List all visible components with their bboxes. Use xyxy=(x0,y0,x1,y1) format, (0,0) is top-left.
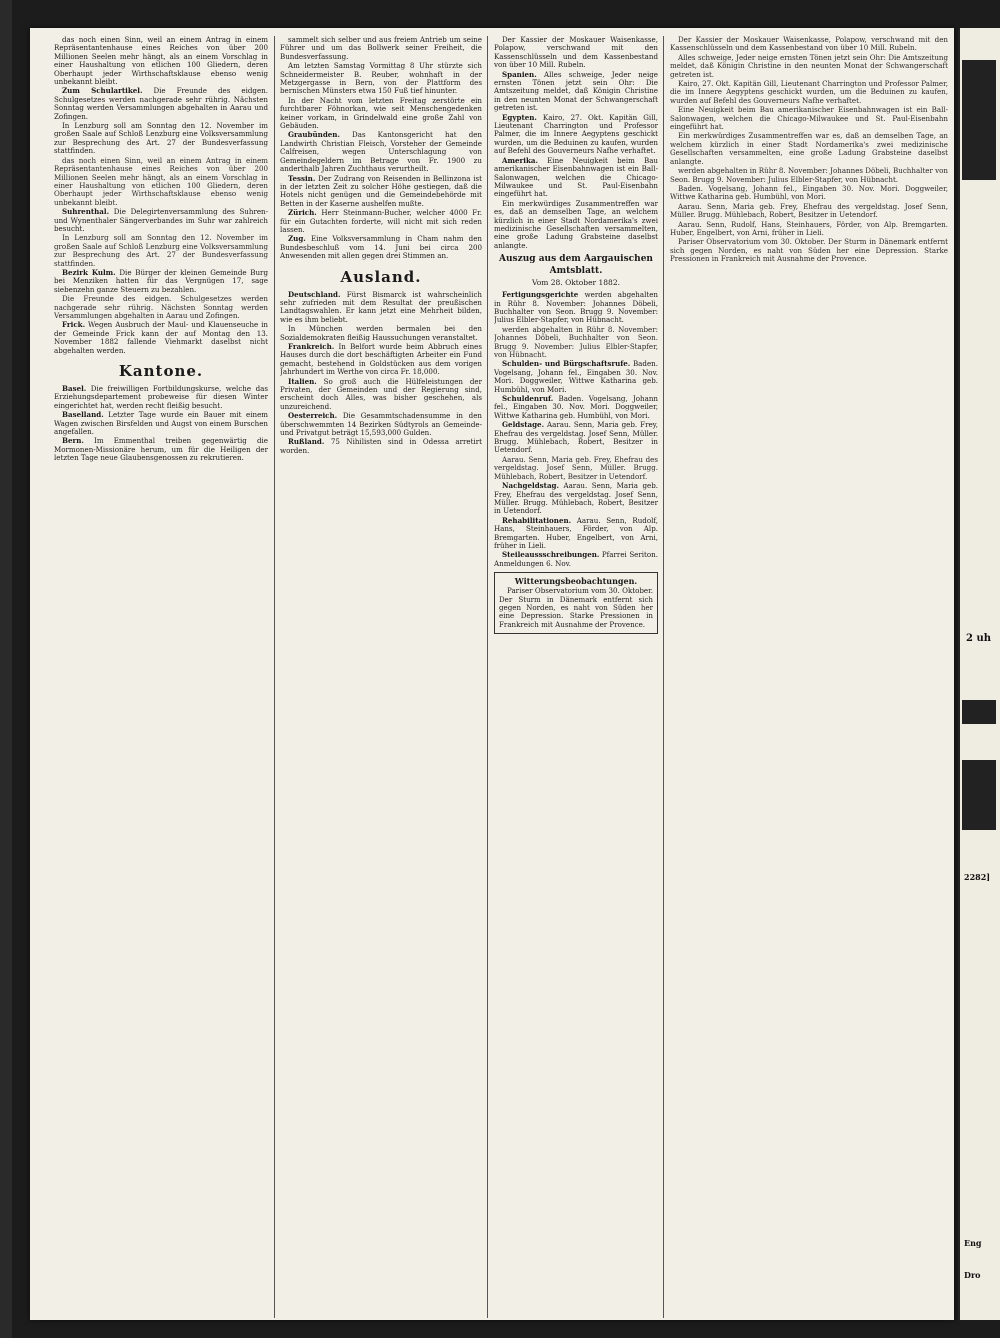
article-heading: Bern. xyxy=(62,436,84,446)
article-text: Bern. Im Emmenthal treiben gegenwärtig die Mormonen-Missionäre herum, um für die Heiligen der letzten Tage neue Glaubensgenossen zu rekrutieren. xyxy=(54,436,268,463)
article-heading: Zum Schulartikel. xyxy=(62,86,143,96)
article-heading: Rußland. xyxy=(288,437,325,447)
side-fragment: Dro xyxy=(964,1270,981,1280)
article-text: Zum Schulartikel. Die Freunde des eidgen. Schulgesetzes werden nachgerade sehr rührig. Nächsten Sonntag werden Versammlungen abgehalten in Aarau und Zofingen. xyxy=(54,86,268,121)
article-text: Italien. So groß auch die Hülfeleistungen der Privaten, der Gemeinden und der Regierung sind, erscheint doch Alles, was bisher geschehen, als unzureichend. xyxy=(280,376,482,411)
article-text: Bezirk Kulm. Die Bürger der kleinen Gemeinde Burg bei Menziken hatten für das Vergnügen 17, sage siebenzehn ganze Steuern zu bezahlen. xyxy=(54,267,268,294)
column-rule xyxy=(487,36,488,1318)
article-heading: Graubünden. xyxy=(288,130,340,140)
ornament-block xyxy=(962,60,996,180)
article-heading: Suhrenthal. xyxy=(62,207,110,217)
column-2 xyxy=(280,36,482,1322)
notice-text: Aarau. Senn, Maria geb. Frey, Ehefrau des vergeldstag. Josef Senn, Müller. Brugg. Mühlebach, Robert, Besitzer in Uetendorf. xyxy=(670,201,948,220)
weather-text: Pariser Observatorium vom 30. Oktober. Der Sturm in Dänemark entfernt sich gegen Norden, es naht von Süden her eine Depression. Starke Pressionen in Frankreich mit Ausnahme der Provence. xyxy=(499,586,653,629)
notice-text: Rehabilitationen. Aarau. Senn, Rudolf, Hans, Steinhauers, Förder, von Alp. Bremgarten. Huber, Engelbert, von Arni, früher in Lieli. xyxy=(494,515,658,550)
notice-heading: Schuldenruf. xyxy=(502,394,554,404)
column-1 xyxy=(54,36,268,1322)
notice-text: werden abgehalten in Rühr 8. November: Johannes Döbeli, Buchhalter von Seon. Brugg 9. November: Julius Elbler-Stapfer, von Hübnacht. xyxy=(670,166,948,184)
article-heading: Frick. xyxy=(62,320,86,330)
side-fragment: 2282] xyxy=(964,872,991,882)
article-heading: Tessin. xyxy=(288,173,316,183)
article-text: Zürich. Herr Steinmann-Bucher, welcher 4000 Fr. für ein Gutachten forderte, will nicht mit sich reden lassen. xyxy=(280,208,482,234)
notice-heading: Steileaussschreibungen. xyxy=(502,550,600,560)
section-heading: Kantone. xyxy=(118,362,204,381)
article-text: Tessin. Der Zudrang von Reisenden in Bellinzona ist in der letzten Zeit zu solcher Höhe gestiegen, daß die Hotels nicht genügen und die Gemeindebehörde mit Betten in der Kaserne aushelfen mußte. xyxy=(280,173,482,208)
article-heading: Amerika. xyxy=(502,155,538,165)
notice-text: Der Kassier der Moskauer Waisenkasse, Polapow, verschwand mit den Kassenschlüsseln und dem Kassenbestand von über 10 Mill. Rubeln. xyxy=(670,36,948,53)
notice-text: Eine Neuigkeit beim Bau amerikanischer Eisenbahnwagen ist ein Ball-Salonwagen, welchen die Chicago-Milwaukee und St. Paul-Eisenbahn eingeführt hat. xyxy=(670,105,948,132)
article-text: In Lenzburg soll am Sonntag den 12. November im großen Saale auf Schloß Lenzburg eine Volksversammlung zur Besprechung des Art. 27 der Bundesverfassung stattfinden. xyxy=(54,233,268,268)
article-heading: Oesterreich. xyxy=(288,411,338,421)
article-heading: Frankreich. xyxy=(288,342,335,351)
ornament-block xyxy=(962,700,996,724)
notice-text: Steileaussschreibungen. Pfarrei Seriton. Anmeldungen 6. Nov. xyxy=(494,550,658,568)
ornament-block xyxy=(962,760,996,830)
notice-text: Alles schweige, Jeder neige ernsten Tönen jetzt sein Ohr: Die Amtszeitung meldet, daß Königin Christine in den neunten Monat der Schwangerschaft getreten ist. xyxy=(670,52,948,79)
notice-text: Fertigungsgerichte werden abgehalten in Rühr 8. November: Johannes Döbeli, Buchhalter von Seon. Brugg 9. November: Julius Elbler-Stapfer, von Hübnacht. xyxy=(494,290,658,325)
column-4 xyxy=(670,36,948,1322)
column-3 xyxy=(494,36,658,1322)
section-heading: Ausland. xyxy=(340,267,422,286)
article-text: In der Nacht vom letzten Freitag zerstörte ein furchtbarer Föhnorkan, wie seit Menschengedenken keiner vorkam, in Grindelwald eine große Zahl von Gebäuden. xyxy=(280,95,482,131)
notice-text: Aarau. Senn, Rudolf, Hans, Steinhauers, Förder, von Alp. Bremgarten. Huber, Engelbert, von Arni, früher in Lieli. xyxy=(670,219,948,237)
notice-text: werden abgehalten in Rühr 8. November: Johannes Döbeli, Buchhalter von Seon. Brugg 9. November: Julius Elbler-Stapfer, von Hübnacht. xyxy=(494,324,658,359)
column-rule xyxy=(663,36,664,1318)
article-text: Frankreich. In Belfort wurde beim Abbruch eines Hauses durch die dort beschäftigten Arbeiter ein Fund gemacht, bestehend in Goldstücken aus dem vorigen Jahrhundert im Werthe von circa Fr. 18,000. xyxy=(280,342,482,377)
article-text: In München werden bermalen bei den Sozialdemokraten fleißig Haussuchungen veranstaltet. xyxy=(280,324,482,342)
notice-text: Geldstage. Aarau. Senn, Maria geb. Frey, Ehefrau des vergeldstag. Josef Senn, Müller. Brugg. Mühlebach, Robert, Besitzer in Uetendorf. xyxy=(494,420,658,455)
notice-heading: Rehabilitationen. xyxy=(502,515,572,525)
article-text: Suhrenthal. Die Delegirtenversammlung des Suhren- und Wynenthaler Sängerverbandes im Suhr war zahlreich besucht. xyxy=(54,207,268,233)
weather-heading: Witterungsbeobachtungen. xyxy=(514,576,638,587)
column-rule xyxy=(274,36,275,1318)
article-text: Zug. Eine Volksversammlung in Cham nahm den Bundesbeschluß vom 14. Juni bei circa 200 Anwesenden mit allen gegen drei Stimmen an. xyxy=(280,234,482,261)
article-heading: Basel. xyxy=(62,384,87,394)
notice-text: Kairo, 27. Okt. Kapitän Gill, Lieutenant Charrington und Professor Palmer, die im Innere Aegyptens geschickt wurden, um die Beduinen zu kaufen, wurden auf Befehl des Gouverneurs Nafhe verhaftet. xyxy=(670,79,948,105)
article-text: Frick. Wegen Ausbruch der Maul- und Klauenseuche in der Gemeinde Frick kann der auf Montag den 13. November 1882 fallende Viehmarkt daselbst nicht abgehalten werden. xyxy=(54,320,268,355)
amtsblatt-heading: Auszug aus dem Aargauischen Amtsblatt. xyxy=(499,254,653,277)
article-text: In Lenzburg soll am Sonntag den 12. November im großen Saale auf Schloß Lenzburg eine Volksversammlung zur Besprechung des Art. 27 der Bundesverfassung stattfinden. xyxy=(54,121,268,156)
amtsblatt-date: Vom 28. Oktober 1882. xyxy=(532,278,620,288)
article-text: Amerika. Eine Neuigkeit beim Bau amerikanischer Eisenbahnwagen ist ein Ball-Salonwagen, welchen die Chicago-Milwaukee und St. Paul-Eisenbahn eingeführt hat. xyxy=(494,155,658,199)
article-text: das noch einen Sinn, weil an einem Antrag in einem Repräsentantenhause eines Reiches von über 200 Millionen Seelen mehr hängt, als an einem Vorschlag in einer Haushaltung von etlichen 100 Gliedern, deren Oberhaupt jeder Wirthschaftsklause ebenso wenig unbekannt bleibt. xyxy=(54,36,268,87)
notice-text: Ein merkwürdiges Zusammentreffen war es, daß an demselben Tage, an welchem kürzlich in einer Stadt Nordamerika's zwei medizinische Gesellschaften versammelten, eine große Ladung Grabsteine daselbst anlangte. xyxy=(670,131,948,166)
weather-box xyxy=(494,572,658,634)
binding-edge xyxy=(0,0,12,1338)
article-heading: Baselland. xyxy=(62,410,104,420)
article-heading: Italien. xyxy=(288,376,317,386)
notice-heading: Schulden- und Bürgschaftsrufe. xyxy=(502,359,631,369)
notice-heading: Nachgeldstag. xyxy=(502,481,559,491)
adjacent-page-strip xyxy=(958,28,1000,1320)
article-text: Basel. Die freiwilligen Fortbildungskurse, welche das Erziehungsdepartement probeweise für diesen Winter eingerichtet hat, werden recht fleißig besucht. xyxy=(54,384,268,410)
article-text: Spanien. Alles schweige, Jeder neige ernsten Tönen jetzt sein Ohr: Die Amtszeitung meldet, daß Königin Christine in den neunten Monat der Schwangerschaft getreten ist. xyxy=(494,69,658,113)
article-heading: Zürich. xyxy=(288,208,317,218)
article-heading: Zug. xyxy=(288,234,306,244)
article-text: Baselland. Letzter Tage wurde ein Bauer mit einem Wagen zwischen Birsfelden und Augst von einem Burschen angefallen. xyxy=(54,410,268,437)
notice-text: Baden. Vogelsang, Johann fel., Eingaben 30. Nov. Mori. Doggweiler, Wittwe Katharina geb. Humbühl, von Mori. xyxy=(670,183,948,202)
article-text: Der Kassier der Moskauer Waisenkasse, Polapow, verschwand mit den Kassenschlüsseln und dem Kassenbestand von über 10 Mill. Rubeln. xyxy=(494,36,658,70)
notice-text: Nachgeldstag. Aarau. Senn, Maria geb. Frey, Ehefrau des vergeldstag. Josef Senn, Müller. Brugg. Mühlebach, Robert, Besitzer in Uetendorf. xyxy=(494,481,658,516)
article-heading: Bezirk Kulm. xyxy=(62,267,116,277)
article-text: das noch einen Sinn, weil an einem Antrag in einem Repräsentantenhause eines Reiches von über 200 Millionen Seelen mehr hängt, als an einem Vorschlag in einer Haushaltung von etlichen 100 Gliedern, deren Oberhaupt jeder Wirthschaftsklause ebenso wenig unbekannt bleibt. xyxy=(54,155,268,207)
side-fragment: Eng xyxy=(964,1238,982,1248)
notice-text: Pariser Observatorium vom 30. Oktober. Der Sturm in Dänemark entfernt sich gegen Norden, es naht von Süden her eine Depression. Starke Pressionen in Frankreich mit Ausnahme der Provence. xyxy=(670,237,948,264)
article-text: Oesterreich. Die Gesammtschadensumme in den überschwemmten 14 Bezirken Südtyrols an Gemeinde- und Privatgut beträgt 15,593,000 Gulden. xyxy=(280,411,482,438)
article-text: Deutschland. Fürst Bismarck ist wahrscheinlich sehr zufrieden mit dem Resultat der preußischen Landtagswahlen. Er kann jetzt eine Mehrheit bilden, wie es ihm beliebt. xyxy=(280,289,482,324)
article-text: Egypten. Kairo, 27. Okt. Kapitän Gill, Lieutenant Charrington und Professor Palmer, die im Innere Aegyptens geschickt wurden, um die Beduinen zu kaufen, wurden auf Befehl des Gouverneurs Nafhe verhaftet. xyxy=(494,112,658,156)
article-heading: Deutschland. xyxy=(288,289,341,299)
notice-text: Aarau. Senn, Maria geb. Frey, Ehefrau des vergeldstag. Josef Senn, Müller. Brugg. Mühlebach, Robert, Besitzer in Uetendorf. xyxy=(494,454,658,481)
article-heading: Egypten. xyxy=(502,112,537,122)
article-text: sammelt sich selber und aus freiem Antrieb um seine Führer und um das Bollwerk seiner Freiheit, die Bundesverfassung. xyxy=(280,36,482,61)
notice-heading: Geldstage. xyxy=(502,420,545,430)
article-text: Am letzten Samstag Vormittag 8 Uhr stürzte sich Schneidermeister B. Reuber, wohnhaft in der Metzgergasse in Bern, von der Plattform des bernischen Münsters etwa 150 Fuß tief hinunter. xyxy=(280,61,482,96)
article-text: Graubünden. Das Kantonsgericht hat den Landwirth Christian Fleisch, Vorsteher der Gemeinde Calfreisen, wegen Unterschlagung von Gemeindegeldern im Betrage von Fr. 1900 zu anderthalb Jahren Zuchthaus verurtheilt. xyxy=(280,130,482,174)
notice-text: Schuldenruf. Baden. Vogelsang, Johann fel., Eingaben 30. Nov. Mori. Doggweiler, Wittwe Katharina geb. Humbühl, von Mori. xyxy=(494,394,658,420)
side-fragment: 2 uh xyxy=(966,633,991,644)
notice-heading: Fertigungsgerichte xyxy=(502,290,579,300)
article-text: Ein merkwürdiges Zusammentreffen war es, daß an demselben Tage, an welchem kürzlich in einer Stadt Nordamerika's zwei medizinische Gesellschaften versammelten, eine große Ladung Grabsteine daselbst anlangte. xyxy=(494,198,658,250)
article-text: Rußland. 75 Nihilisten sind in Odessa arretirt worden. xyxy=(280,437,482,455)
article-heading: Spanien. xyxy=(502,69,537,79)
article-text: Die Freunde des eidgen. Schulgesetzes werden nachgerade sehr rührig. Nächsten Sonntag werden Versammlungen abgehalten in Aarau und Zofingen. xyxy=(54,294,268,320)
notice-text: Schulden- und Bürgschaftsrufe. Baden. Vogelsang, Johann fel., Eingaben 30. Nov. Mori. Doggweiler, Wittwe Katharina geb. Humbühl, von Mori. xyxy=(494,359,658,394)
